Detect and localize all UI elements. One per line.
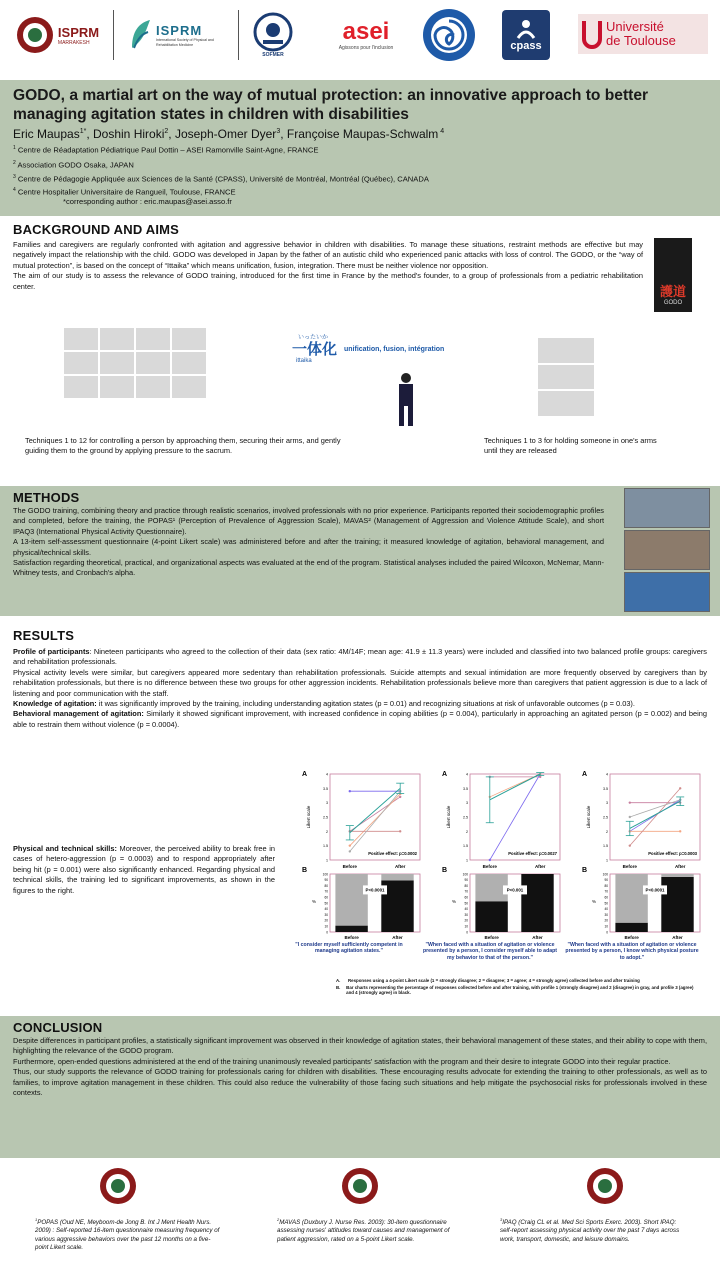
- x-tick-label: After: [534, 864, 546, 869]
- training-photo: [624, 488, 710, 528]
- conclusion-paragraph: Despite differences in participant profiles, a statistically significant improvement was observed in their knowledge of agitation states, their behavioral management of these states, and their ability to cope with them, highlighting the relevance of the GODO program.: [13, 1036, 707, 1056]
- technique-photo: [64, 352, 98, 374]
- ut-name-line2: de Toulouse: [606, 33, 676, 48]
- sofmer-name: SOFMER: [262, 52, 284, 58]
- y-tick-label: 30: [604, 912, 608, 917]
- conclusion-paragraph: Furthermore, open-ended questions administered at the end of the training unanimously revealed participants' satisfaction with the program and their desire to integrate GODO into their regular practice.: [13, 1056, 671, 1066]
- affiliation: $^3$ Centre de Pédagogie Appliquée aux Sciences de la Santé (CPASS), Université de Montréal, Montréal (Québec), CANADA: [13, 174, 429, 184]
- aim-paragraph: The aim of our study is to assess the relevance of GODO training, introduced for the first time in France by the method's founder, to a group of professionals from a pediatric rehabilitation center.: [13, 271, 643, 291]
- x-tick-label: Before: [484, 935, 499, 940]
- panel-letter: B: [582, 867, 588, 874]
- sirfmr-logo: [12, 6, 102, 64]
- y-tick-label: 80: [604, 883, 608, 888]
- y-tick-label: 0: [606, 930, 608, 935]
- skills-paragraph: Physical and technical skills: Moreover, the perceived ability to break free in cases of hetero-aggression (p = 0.0003) and to respond appropriately after being hit (p = 0.001) were also significantly enhanced. Regarding physical and technical skills, the training led to significant improvements, as shown in the figures to the right.: [13, 844, 275, 895]
- y-tick-label: 2: [466, 829, 468, 834]
- bar-disagree: [381, 874, 413, 880]
- y-tick-label: 80: [464, 883, 468, 888]
- techniques-caption-right: Techniques 1 to 3 for holding someone in one's arms until they are released: [484, 436, 657, 456]
- y-tick-label: 50: [604, 901, 608, 906]
- y-tick-label: 100: [322, 872, 328, 877]
- y-tick-label: 3: [326, 801, 328, 806]
- bar-agree: [521, 874, 553, 932]
- technique-photo: [136, 376, 170, 398]
- legend-letter: B.: [336, 984, 341, 990]
- y-tick-label: 20: [604, 918, 608, 923]
- logo-divider: [113, 10, 114, 60]
- y-tick-label: 90: [604, 878, 608, 883]
- x-tick-label: Before: [342, 864, 357, 869]
- bar-agree: [475, 901, 507, 932]
- background-paragraph: Families and caregivers are regularly confronted with agitation and aggressive behavior in children with disabilities. To manage these situations, restraint methods are effective but may negatively impact the relationship with the child. GODO was developed in Japan by the father of an autistic child who experienced panic attacks with loss of control. The GODO, or the “way of mutual protection”, is based on the concept of “Ittaika” which means unification, fusion, integration. There must be neither violence nor opposition.: [13, 240, 643, 270]
- y-tick-label: 3: [606, 801, 608, 806]
- technique-photo: [100, 352, 134, 374]
- ittaika-kana: いったいか: [298, 335, 329, 341]
- figure-caption: "When faced with a situation of agitation or violence presented by a person, I know which physical posture to adopt.": [565, 942, 699, 961]
- godo-spiral-icon: [421, 7, 477, 63]
- panel-letter: B: [302, 867, 308, 874]
- figure-caption: "I consider myself sufficiently competent in managing agitation states.": [295, 942, 403, 955]
- technique-photo: [100, 328, 134, 350]
- footnote: $^1$POPAS (Oud NE, Meyboom-de Jong B. Int J Ment Health Nurs. 2009) : Self-reported 16-item questionnaire measuring frequency of various aggressive behaviors over the past 12 months on a five-point Likert scale.: [35, 1217, 220, 1252]
- methods-photos: [624, 488, 710, 612]
- y-axis-label: Likert scale: [586, 805, 591, 829]
- legend-letter: A.: [336, 978, 341, 983]
- panel-letter: A: [302, 771, 308, 778]
- sofmer-logo: [250, 10, 296, 60]
- y-tick-label: 10: [604, 924, 608, 929]
- affiliation: $^2$ Association GODO Osaka, JAPAN: [13, 159, 134, 170]
- footnote: $^3$IPAQ (Craig CL et al. Med Sci Sports Exerc. 2003). Short IPAQ: self-report assessing physical activity over the past 7 days across work, transport, domestic, and leisure domains.: [500, 1217, 680, 1243]
- ut-logo: [578, 14, 708, 54]
- poster-title: GODO, a martial art on the way of mutual protection: an innovative approach to better managing agitation states in children with disabilities: [13, 87, 649, 123]
- cpass-logo: [502, 10, 550, 60]
- y-axis-label: Likert scale: [446, 805, 451, 829]
- effect-annotation: Positive effect: p=0.0002: [368, 851, 417, 856]
- p-value-annotation: P<0.0001: [365, 887, 385, 893]
- y-tick-label: 10: [464, 924, 468, 929]
- y-tick-label: 100: [462, 872, 468, 877]
- x-tick-label: After: [674, 864, 686, 869]
- technique-photo: [136, 352, 170, 374]
- y-tick-label: 1: [326, 858, 328, 863]
- y-tick-label: 0: [326, 930, 328, 935]
- data-point: [349, 790, 351, 792]
- godo-book-cover: [654, 238, 692, 312]
- y-tick-label: 4: [326, 772, 328, 777]
- results-paragraph: Behavioral management of agitation: Similarly it showed significant improvement, with increased confidence in coping abilities (p = 0.004), particularly in approaching an agitated person (p = 0.002) and being able to restrain them without violence (p = 0.0004).: [13, 709, 707, 729]
- conclusion-heading: CONCLUSION: [13, 1020, 103, 1035]
- holding-photo-grid: [538, 338, 594, 416]
- y-tick-label: 70: [604, 889, 608, 894]
- y-tick-label: 20: [464, 918, 468, 923]
- bar-disagree: [615, 874, 647, 923]
- y-tick-label: 80: [324, 883, 328, 888]
- godo-association-logo: [420, 6, 478, 64]
- technique-photo: [172, 376, 206, 398]
- author: Françoise Maupas-Schwalm $^4$: [286, 127, 445, 141]
- data-point: [679, 787, 681, 789]
- sirfmr-city: MARRAKESH: [57, 39, 90, 46]
- asei-logo: [328, 12, 404, 58]
- x-tick-label: Before: [482, 864, 497, 869]
- bar-agree: [661, 877, 693, 932]
- technique-photo: [64, 376, 98, 398]
- ittaika-block: [292, 332, 472, 372]
- y-tick-label: 30: [324, 912, 328, 917]
- isprm-leaf-icon: [128, 18, 154, 52]
- data-point: [349, 844, 351, 846]
- y-tick-label: 2.5: [463, 815, 468, 820]
- results-paragraph: Physical activity levels were similar, but caregivers appeared more sedentary than rehabilitation professionals. Suicide attempts and sexual intimidation are more frequently observed by caregivers than by rehabilitation professionals, but there is no difference between these two groups for other aggression incidents. Rehabilitation professionals believe more than caregivers that patient aggression is due to a lack of listening and poor communication with the staff.: [13, 667, 707, 698]
- book-title: GODO: [663, 300, 683, 306]
- y-tick-label: 60: [604, 895, 608, 900]
- y-tick-label: 90: [324, 878, 328, 883]
- y-tick-label: 1: [466, 858, 468, 863]
- legend-b: Bar charts representing the percentage of responses collected before and after training, with profile 1 (strongly disagree) and 2 (disagree) in gray, and profile 3 (agree) and 4 (strongly agree) in black.: [346, 984, 694, 996]
- y-tick-label: 1.5: [603, 844, 608, 849]
- bar-disagree: [335, 874, 367, 926]
- bar-agree: [615, 923, 647, 932]
- bar-disagree: [475, 874, 507, 901]
- sofmer-circle-icon: [253, 12, 293, 52]
- author: Joseph-Omer Dyer$^3$,: [174, 127, 287, 141]
- isprm-logo: [122, 10, 232, 60]
- p-value-annotation: P<0.001: [506, 887, 524, 893]
- data-point: [629, 844, 631, 846]
- technique-photo: [64, 328, 98, 350]
- data-point: [489, 859, 491, 861]
- sirfmr-emblem-icon: [15, 15, 55, 55]
- corresponding-author: *corresponding author : eric.maupas@asei.asso.fr: [63, 197, 232, 207]
- isprm-name: ISPRM: [156, 23, 203, 39]
- x-tick-label: After: [532, 935, 543, 940]
- footnote: $^2$MAVAS (Duxbury J. Nurse Res. 2003): 30-item questionnaire assessing nurses' attitudes toward causes and management of patient aggression, rated on a 5-point Likert scale.: [277, 1217, 450, 1243]
- cpass-figure-icon: [514, 18, 538, 40]
- y-tick-label: 40: [324, 907, 328, 912]
- conclusion-paragraph: Thus, our study supports the relevance of GODO training for professionals caring for children with disabilities. These encouraging results advocate for extending the training to other professionals, as well as to families, to improve agitation management in these children. This could also reduce the vulnerability of those facing such situations and help mitigate the psychosocial risks for professionals involved in these contexts.: [13, 1067, 707, 1098]
- conclusion-band: [0, 1016, 720, 1158]
- background-section: [13, 222, 707, 292]
- y-tick-label: 90: [464, 878, 468, 883]
- holding-photo: [538, 365, 594, 390]
- y-tick-label: 40: [464, 907, 468, 912]
- affiliation: $^1$ Centre de Réadaptation Pédiatrique Paul Dottin – ASEI Ramonville Saint-Agne, FRANCE: [13, 145, 319, 155]
- y-tick-label: 3.5: [463, 786, 468, 791]
- y-axis-label: %: [452, 899, 457, 904]
- ut-mark-icon: [582, 19, 602, 49]
- y-tick-label: 20: [324, 918, 328, 923]
- methods-heading: METHODS: [13, 490, 80, 505]
- asei-name: asei: [342, 18, 390, 45]
- figure-legend: [336, 978, 696, 996]
- background-heading: BACKGROUND AND AIMS: [13, 222, 180, 237]
- technique-photo: [100, 376, 134, 398]
- author: Doshin Hiroki$^2$,: [93, 127, 175, 141]
- y-tick-label: 2.5: [323, 815, 328, 820]
- y-tick-label: 2: [606, 829, 608, 834]
- results-paragraph: Profile of participants: Nineteen participants who agreed to the collection of their data (sex ratio: 4M/14F; mean age: 41.9 ± 11.3 years) were included and classified into two balanced profile groups: caregivers and rehabilitation professionals.: [13, 647, 707, 667]
- results-section: [13, 628, 707, 730]
- methods-paragraph: A 13-item self-assessment questionnaire (4-point Likert scale) was administered before and after the training; it measured knowledge of agitation, behavioral management, and physical/technical skills.: [13, 537, 604, 557]
- effect-annotation: Positive effect: p=0.0027: [508, 851, 557, 856]
- data-point: [399, 796, 401, 798]
- y-tick-label: 3.5: [603, 786, 608, 791]
- y-tick-label: 50: [464, 901, 468, 906]
- martial-artist-figure-icon: [392, 372, 420, 428]
- methods-paragraph: Satisfaction regarding theoretical, practical, and organizational aspects was evaluated at the end of the program. Statistical analyses included the paired Wilcoxon, McNemar, Mann-Whitney tests, and Cronbach's alpha.: [13, 558, 604, 578]
- results-figure: [282, 766, 702, 1016]
- affiliation-list: [13, 143, 707, 207]
- y-tick-label: 70: [324, 889, 328, 894]
- footnote-emblem-icon: [340, 1166, 380, 1211]
- y-tick-label: 10: [324, 924, 328, 929]
- isprm-subtitle: International Society of Physical and Rehabilitation Medicine: [156, 38, 214, 47]
- bar-agree: [335, 926, 367, 932]
- training-photo: [624, 530, 710, 570]
- technique-photo: [172, 352, 206, 374]
- techniques-caption-left: Techniques 1 to 12 for controlling a person by approaching them, securing their arms, and gently guiding them to the ground by applying pressure to the sacrum.: [25, 436, 341, 456]
- effect-annotation: Positive effect: p=0.0003: [648, 851, 697, 856]
- y-tick-label: 4: [606, 772, 608, 777]
- y-tick-label: 70: [464, 889, 468, 894]
- author: Eric Maupas$^{1*}$,: [13, 127, 93, 141]
- technique-photo: [172, 328, 206, 350]
- y-tick-label: 2: [326, 829, 328, 834]
- y-tick-label: 1: [606, 858, 608, 863]
- y-tick-label: 60: [324, 895, 328, 900]
- y-tick-label: 4: [466, 772, 468, 777]
- panel-letter: B: [442, 867, 448, 874]
- y-tick-label: 3: [466, 801, 468, 806]
- ut-name-line1: Université: [606, 19, 664, 34]
- y-tick-label: 2.5: [603, 815, 608, 820]
- sirfmr-name: ISPRM: [57, 24, 100, 40]
- y-tick-label: 1.5: [463, 844, 468, 849]
- logo-divider: [238, 10, 239, 60]
- panel-letter: A: [442, 771, 448, 778]
- ittaika-meaning: unification, fusion, intégration: [344, 346, 445, 353]
- technique-photo: [136, 328, 170, 350]
- techniques-photo-grid: [64, 328, 206, 398]
- holding-photo: [538, 338, 594, 363]
- data-point: [629, 816, 631, 818]
- footnotes-row: [0, 1160, 720, 1280]
- ittaika-photo: [392, 372, 420, 428]
- bar-disagree: [661, 874, 693, 877]
- data-point: [679, 830, 681, 832]
- y-tick-label: 100: [602, 872, 608, 877]
- y-axis-label: %: [312, 899, 317, 904]
- footnote-emblem-icon: [585, 1166, 625, 1211]
- y-tick-label: 0: [466, 930, 468, 935]
- p-value-annotation: P<0.0001: [645, 887, 665, 893]
- cpass-name: cpass: [510, 40, 542, 52]
- data-point: [399, 830, 401, 832]
- methods-band: [0, 486, 720, 616]
- panel-letter: A: [582, 771, 588, 778]
- footnote-emblem-icon: [98, 1166, 138, 1211]
- y-axis-label: Likert scale: [306, 805, 311, 829]
- x-tick-label: Before: [344, 935, 359, 940]
- results-figure-svg: [282, 766, 702, 996]
- methods-paragraph: The GODO training, combining theory and practice through realistic scenarios, involved professionals with no prior experience. Participants reported their sociodemographic profiles and completed, before the training, the POPAS¹ (Perception of Prevalence of Aggression Scale), MAVAS² (Management of Aggression and Violence Attitude Scale), and short IPAQ3 (International Physical Activity Questionnaire).: [13, 506, 604, 536]
- training-photo: [624, 572, 710, 612]
- author-list: [13, 127, 707, 141]
- x-tick-label: After: [392, 935, 403, 940]
- book-kanji: 護道: [659, 284, 686, 299]
- logo-row: [0, 0, 720, 72]
- title-band: [0, 80, 720, 216]
- results-paragraph: Knowledge of agitation: it was significantly improved by the training, including understanding agitation states (p = 0.01) and recognizing situations at risk of unfavorable outcomes (p = 0.03).: [13, 699, 635, 709]
- plot-frame: [330, 774, 420, 860]
- ittaika-kanji: 一体化: [292, 341, 338, 358]
- ittaika-romaji: ittaika: [296, 358, 312, 364]
- y-tick-label: 30: [464, 912, 468, 917]
- x-tick-label: Before: [624, 935, 639, 940]
- x-tick-label: After: [394, 864, 406, 869]
- x-tick-label: After: [672, 935, 683, 940]
- data-point: [349, 850, 351, 852]
- y-tick-label: 40: [604, 907, 608, 912]
- data-point: [629, 801, 631, 803]
- y-axis-label: %: [592, 899, 597, 904]
- legend-a: Responses using a 4-point Likert scale (1 = strongly disagree; 2 = disagree; 3 = agree; 4 = strongly agree) collected before and after training: [348, 978, 640, 983]
- affiliation: $^4$ Centre Hospitalier Universitaire de Rangueil, Toulouse, FRANCE: [13, 186, 236, 197]
- x-tick-label: Before: [622, 864, 637, 869]
- results-heading: RESULTS: [13, 628, 75, 643]
- y-tick-label: 50: [324, 901, 328, 906]
- asei-tagline: Agissons pour l'inclusion: [338, 45, 394, 51]
- holding-photo: [538, 391, 594, 416]
- y-tick-label: 1.5: [323, 844, 328, 849]
- y-tick-label: 3.5: [323, 786, 328, 791]
- y-tick-label: 60: [464, 895, 468, 900]
- figure-caption: "When faced with a situation of agitation or violence presented by a person, I consider myself able to adapt my behavior to that of the person.": [422, 942, 558, 961]
